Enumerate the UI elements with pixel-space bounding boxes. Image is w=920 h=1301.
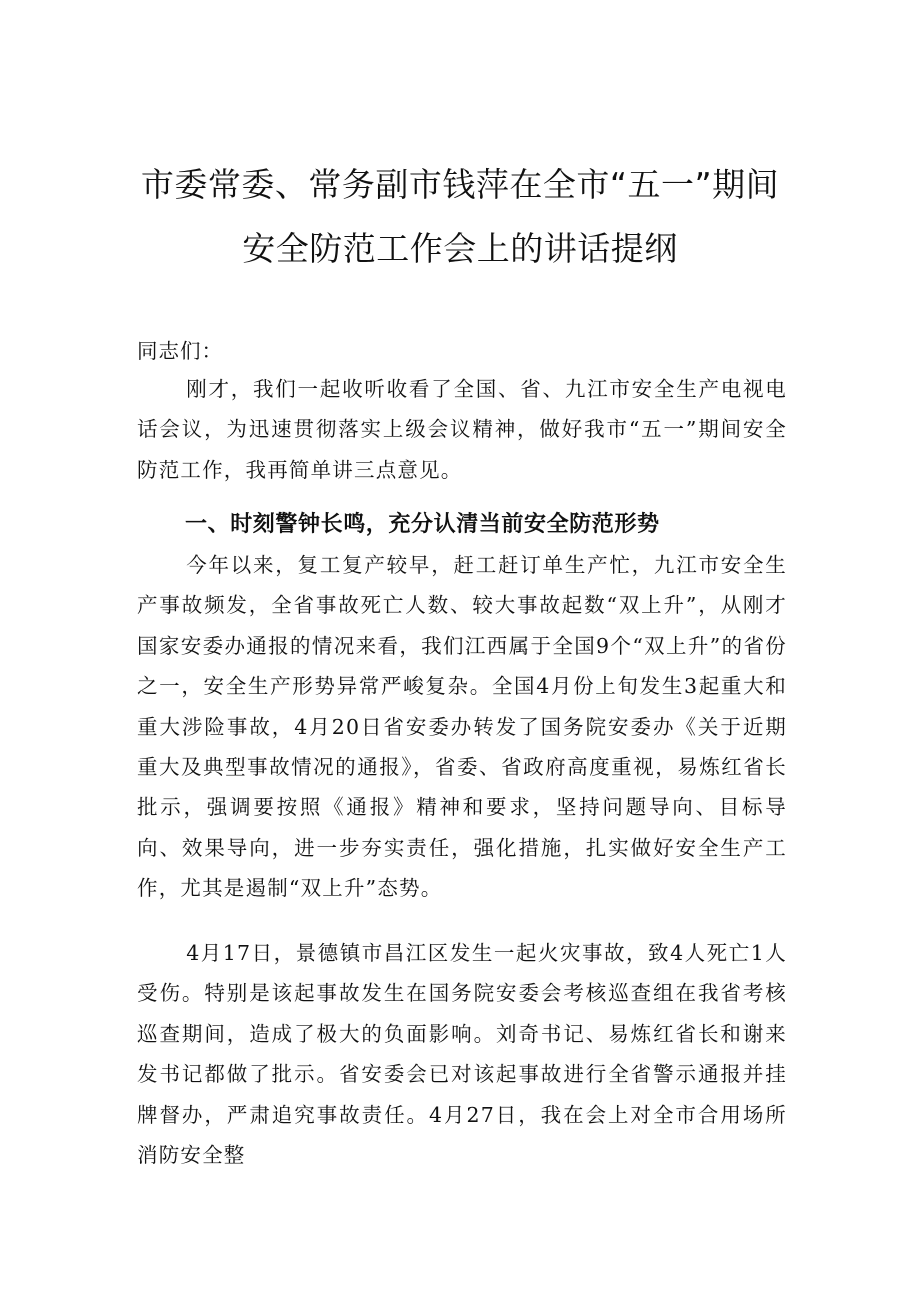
paragraph-block-2 <box>137 545 787 909</box>
salutation: 同志们： <box>137 339 223 363</box>
document-title-line-1: 市委常委、常务副市钱萍在全市“五一”期间 <box>140 165 780 204</box>
paragraph-situation: 今年以来，复工复产较早，赶工赶订单生产忙，九江市安全生产事故频发，全省事故死亡人数、较大事故起数“双上升”，从刚才国家安委办通报的情况来看，我们江西属于全国9个“双上升”的省份之一，安全生产形势异常严峻复杂。全国4月份上旬发生3起重大和重大涉险事故，4月20日省安委办转发了国务院安委办《关于近期重大及典型事故情况的通报》，省委、省政府高度重视，易炼红省长批示，强调要按照《通报》精神和要求，坚持问题导向、目标导向、效果导向，进一步夯实责任，强化措施，扎实做好安全生产工作，尤其是遏制“双上升”态势。 <box>137 553 787 901</box>
paragraph-opening: 刚才，我们一起收听收看了全国、省、九江市安全生产电视电话会议，为迅速贯彻落实上级会议精神，做好我市“五一”期间安全防范工作，我再简单讲三点意见。 <box>137 377 787 482</box>
document-title-line-2: 安全防范工作会上的讲话提纲 <box>242 229 678 268</box>
paragraph-block-1 <box>137 369 787 490</box>
paragraph-incident: 4月17日，景德镇市昌江区发生一起火灾事故，致4人死亡1人受伤。特别是该起事故发生在国务院安委会考核巡查组在我省考核巡查期间，造成了极大的负面影响。刘奇书记、易炼红省长和谢来发书记都做了批示。省安委会已对该起事故进行全省警示通报并挂牌督办，严肃追究事故责任。4月27日，我在会上对全市合用场所消防安全整 <box>137 941 787 1168</box>
paragraph-block-3 <box>137 933 787 1175</box>
section-heading-1: 一、时刻警钟长鸣，充分认清当前安全防范形势 <box>185 512 660 537</box>
